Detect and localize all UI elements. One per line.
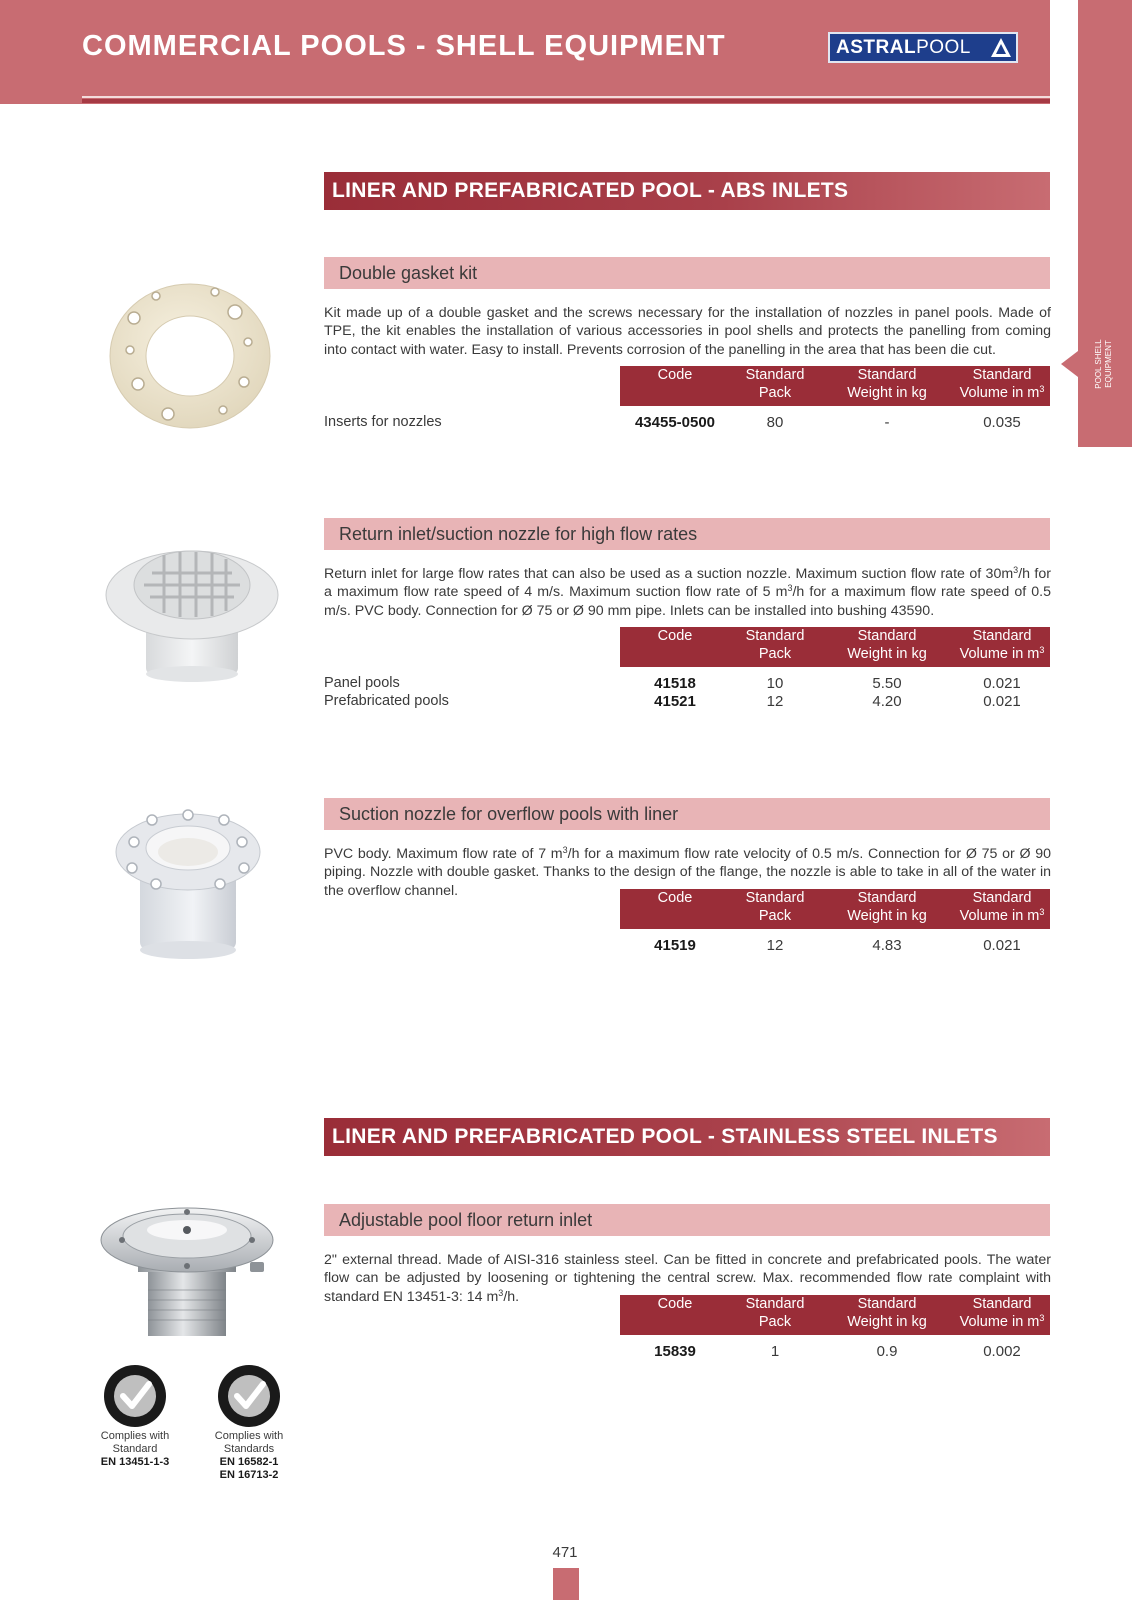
cell-code: 43455-0500 [634, 414, 716, 431]
col-volume: Standard Volume in $m^3$ [959, 890, 1045, 924]
side-tab-pointer [1061, 351, 1078, 377]
cell-weight: 0.9 [876, 1343, 898, 1360]
cell-pack: 10 [766, 675, 784, 692]
section-title-stainless-steel-inlets: LINER AND PREFABRICATED POOL - STAINLESS STEEL INLETS [324, 1118, 1050, 1156]
logo-text-bold: ASTRAL [836, 36, 917, 58]
col-pack: Standard Pack [745, 1296, 805, 1330]
table-row-label: Panel pools [324, 675, 400, 691]
col-volume: Standard Volume in $m^3$ [959, 628, 1045, 662]
table-row [620, 937, 1050, 954]
side-label-line2: EQUIPMENT [1104, 340, 1113, 388]
cell-volume: 0.002 [983, 1343, 1021, 1360]
overflow-nozzle-icon [112, 806, 264, 962]
col-weight: Standard Weight in kg [847, 1296, 927, 1330]
product-title-adjustable-return-inlet: Adjustable pool floor return inlet [324, 1204, 1050, 1236]
spec-table-header [620, 889, 1050, 929]
cell-volume: 0.021 [983, 675, 1021, 692]
table-row [620, 1343, 1050, 1360]
cell-pack: 12 [766, 693, 784, 710]
col-code: Code [657, 367, 693, 383]
certification-seal-icon [217, 1364, 281, 1428]
product-description-high-flow-nozzle: Return inlet for large flow rates that can also be used as a suction nozzle. Maximum suction flow rate of $30m^3/h$ for a maximum flow rate speed of 4 m/s. Maximum suction flow rate of 5 $m^3/h$ for a maximum flow rate speed of 0.5 m/s. PVC body. Connection for Ø 75 or Ø 90 mm pipe. Inlets can be installed into bushing 43590. [324, 565, 1051, 619]
product-title-overflow-nozzle: Suction nozzle for overflow pools with liner [324, 798, 1050, 830]
table-row [620, 414, 1050, 431]
spec-table-header [620, 627, 1050, 667]
gasket-ring-icon [108, 280, 273, 430]
col-volume: Standard Volume in $m^3$ [959, 367, 1045, 401]
steel-return-inlet-icon [100, 1200, 275, 1342]
col-weight: Standard Weight in kg [847, 628, 927, 662]
astralpool-mark-icon [990, 37, 1012, 59]
cell-volume: 0.021 [983, 937, 1021, 954]
product-description-double-gasket-kit: Kit made up of a double gasket and the screws necessary for the installation of nozzles in panel pools. Made of TPE, the kit enables the installation of various accessories in pool shells and protects the panelling from coming into contact with water. Easy to install. Prevents corrosion of the panelling in the area that has been die cut. [324, 305, 1051, 358]
table-row [620, 675, 1050, 692]
certification-seal-icon [103, 1364, 167, 1428]
cell-code: 41519 [654, 937, 696, 954]
product-description-overflow-nozzle: PVC body. Maximum flow rate of 7 $m^3/h$ for a maximum flow rate velocity of 0.5 m/s. Connection for Ø 75 or Ø 90 piping. Nozzle with double gasket. Thanks to the design of the flange, the nozzle is able to take in all of the water in the overflow channel. [324, 845, 1051, 899]
header-divider-dark [82, 99, 1050, 103]
header-divider-light [82, 96, 1050, 98]
side-label-line1: POOL SHELL [1094, 339, 1103, 389]
cell-code: 41521 [654, 693, 696, 710]
cell-weight: - [884, 414, 890, 431]
cell-weight: 4.20 [872, 693, 902, 710]
cell-volume: 0.035 [983, 414, 1021, 431]
col-pack: Standard Pack [745, 367, 805, 401]
product-title-high-flow-nozzle: Return inlet/suction nozzle for high flow rates [324, 518, 1050, 550]
col-code: Code [657, 628, 693, 644]
product-description-adjustable-return-inlet: 2" external thread. Made of AISI-316 stainless steel. Can be fitted in concrete and prefabricated pools. The water flow can be adjusted by loosening or tightening the central screw. Max. recommended flow rate complaint with standard EN 13451-3: 14 $m^3/h$. [324, 1252, 1051, 1305]
cell-weight: 5.50 [872, 675, 902, 692]
col-code: Code [657, 890, 693, 906]
spec-table-header [620, 366, 1050, 406]
col-code: Code [657, 1296, 693, 1312]
page-number-tab [553, 1568, 579, 1600]
product-title-double-gasket-kit: Double gasket kit [324, 257, 1050, 289]
col-pack: Standard Pack [745, 628, 805, 662]
cell-code: 41518 [654, 675, 696, 692]
cell-pack: 1 [770, 1343, 780, 1360]
cell-code: 15839 [654, 1343, 696, 1360]
astralpool-logo [828, 32, 1018, 63]
cell-pack: 12 [766, 937, 784, 954]
col-weight: Standard Weight in kg [847, 890, 927, 924]
suction-nozzle-icon [104, 533, 280, 683]
page-number: 471 [552, 1544, 578, 1561]
col-pack: Standard Pack [745, 890, 805, 924]
certification-caption: Complies with Standards EN 16582-1 EN 16713-2 [214, 1430, 284, 1481]
side-chapter-label [1082, 334, 1126, 394]
table-row-label: Prefabricated pools [324, 693, 449, 709]
cell-pack: 80 [766, 414, 784, 431]
col-weight: Standard Weight in kg [847, 367, 927, 401]
section-title-abs-inlets: LINER AND PREFABRICATED POOL - ABS INLETS [324, 172, 1050, 210]
table-row-label: Inserts for nozzles [324, 414, 442, 430]
cell-volume: 0.021 [983, 693, 1021, 710]
spec-table-header [620, 1295, 1050, 1335]
cell-weight: 4.83 [872, 937, 902, 954]
page-title: COMMERCIAL POOLS - SHELL EQUIPMENT [82, 30, 726, 62]
table-row [620, 693, 1050, 710]
logo-text-light: POOL [916, 36, 971, 58]
certification-caption: Complies with Standard EN 13451-1-3 [100, 1430, 170, 1468]
col-volume: Standard Volume in $m^3$ [959, 1296, 1045, 1330]
